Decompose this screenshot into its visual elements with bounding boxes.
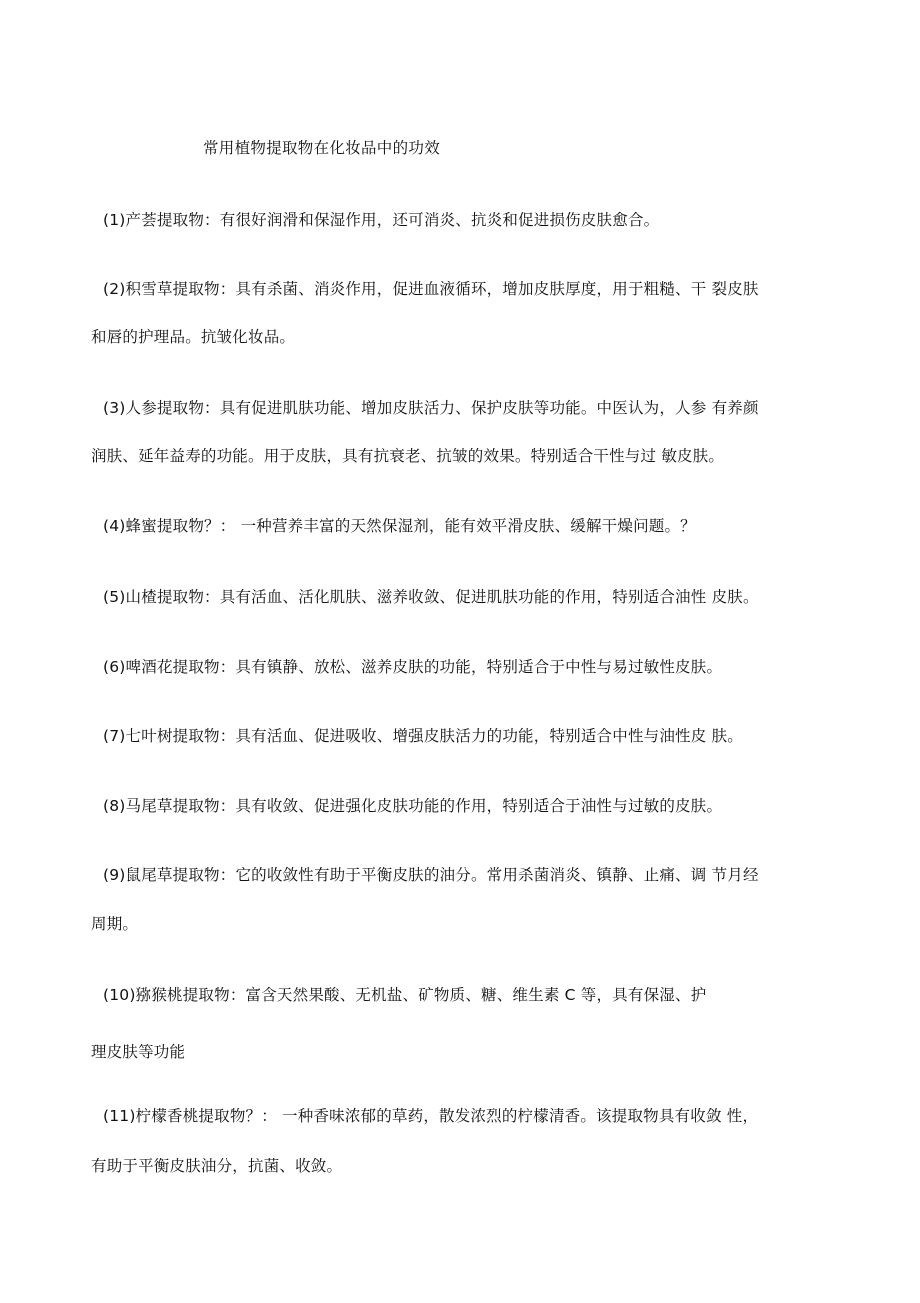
paragraph-line-1: (1)产荟提取物：有很好润滑和保湿作用，还可消炎、抗炎和促进损伤皮肤愈合。 (103, 211, 660, 229)
paragraph-line-3: (3)人参提取物：具有促进肌肤功能、增加皮肤活力、保护皮肤等功能。中医认为，人参 有养颜 (103, 399, 759, 417)
paragraph-line-2-cont: 和唇的护理品。抗皱化妆品。 (91, 328, 296, 346)
paragraph-line-11-cont: 有助于平衡皮肤油分，抗菌、收敛。 (91, 1157, 343, 1175)
paragraph-line-4: (4)蜂蜜提取物？： 一种营养丰富的天然保湿剂，能有效平滑皮肤、缓解干燥问题。？ (103, 517, 696, 535)
paragraph-line-9-cont: 周期。 (91, 915, 139, 933)
paragraph-line-9: (9)鼠尾草提取物：它的收敛性有助于平衡皮肤的油分。常用杀菌消炎、镇静、止痛、调 节月经 (103, 866, 759, 884)
paragraph-line-5: (5)山楂提取物：具有活血、活化肌肤、滋养收敛、促进肌肤功能的作用，特别适合油性 皮肤。 (103, 588, 759, 606)
page-title: 常用植物提取物在化妆品中的功效 (203, 139, 441, 157)
paragraph-line-10-cont: 理皮肤等功能 (91, 1043, 186, 1061)
paragraph-line-10: (10)猕猴桃提取物：富含天然果酸、无机盐、矿物质、糖、维生素 C 等，具有保湿、护 (103, 986, 707, 1004)
paragraph-line-3-cont: 润肤、延年益寿的功能。用于皮肤，具有抗衰老、抗皱的效果。特别适合干性与过 敏皮肤。 (91, 447, 725, 465)
paragraph-line-8: (8)马尾草提取物：具有收敛、促进强化皮肤功能的作用，特别适合于油性与过敏的皮肤。 (103, 797, 723, 815)
paragraph-line-7: (7)七叶树提取物：具有活血、促进吸收、增强皮肤活力的功能，特别适合中性与油性皮 肤。 (103, 727, 743, 745)
paragraph-line-2: (2)积雪草提取物：具有杀菌、消炎作用，促进血液循环，增加皮肤厚度，用于粗糙、干 裂皮肤 (103, 280, 759, 298)
paragraph-line-11: (11)柠檬香桃提取物？： 一种香味浓郁的草药，散发浓烈的柠檬清香。该提取物具有收敛 性， (103, 1107, 759, 1125)
paragraph-line-6: (6)啤酒花提取物：具有镇静、放松、滋养皮肤的功能，特别适合于中性与易过敏性皮肤。 (103, 658, 723, 676)
